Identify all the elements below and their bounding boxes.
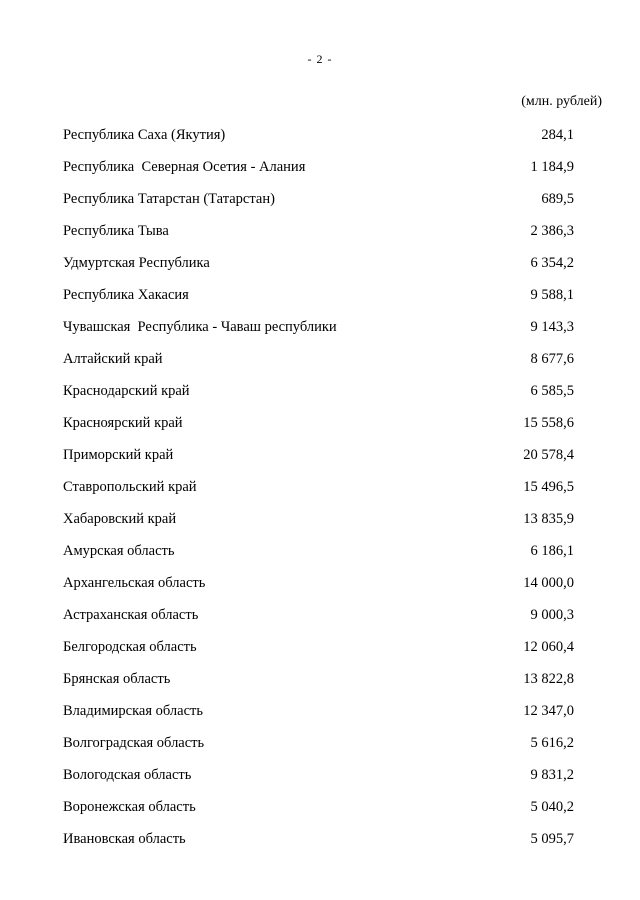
region-value: 20 578,4: [523, 447, 574, 463]
region-name: Белгородская область: [63, 639, 197, 655]
region-value: 5 616,2: [530, 735, 574, 751]
region-value: 9 143,3: [530, 319, 574, 335]
region-name: Амурская область: [63, 543, 175, 559]
table-row: [63, 727, 574, 759]
region-value: 8 677,6: [530, 351, 574, 367]
region-name: Владимирская область: [63, 703, 203, 719]
region-value: 5 095,7: [530, 831, 574, 847]
region-name: Ивановская область: [63, 831, 186, 847]
region-name: Республика Саха (Якутия): [63, 127, 226, 143]
table-row: [63, 791, 574, 823]
region-value: 14 000,0: [523, 575, 574, 591]
region-value: 6 585,5: [530, 383, 574, 399]
region-name: Воронежская область: [63, 799, 196, 815]
region-value: 9 000,3: [530, 607, 574, 623]
region-name: Республика Северная Осетия - Алания: [63, 159, 306, 175]
region-value: 1 184,9: [530, 159, 574, 175]
region-value: 15 496,5: [523, 479, 574, 495]
region-name: Алтайский край: [63, 351, 163, 367]
region-value: 6 186,1: [530, 543, 574, 559]
table-row: [63, 439, 574, 471]
table-row: [63, 567, 574, 599]
region-value: 13 822,8: [523, 671, 574, 687]
table-row: [63, 343, 574, 375]
region-name: Астраханская область: [63, 607, 199, 623]
region-value: 5 040,2: [530, 799, 574, 815]
region-name: Приморский край: [63, 447, 174, 463]
page-number: - 2 -: [307, 52, 333, 66]
table-row: [63, 471, 574, 503]
region-name: Вологодская область: [63, 767, 192, 783]
table-row: [63, 695, 574, 727]
region-table: [63, 119, 574, 855]
region-name: Республика Хакасия: [63, 287, 189, 303]
region-value: 2 386,3: [530, 223, 574, 239]
table-row: [63, 535, 574, 567]
table-row: [63, 119, 574, 151]
table-row: [63, 279, 574, 311]
region-value: 284,1: [541, 127, 574, 143]
table-row: [63, 215, 574, 247]
region-name: Волгоградская область: [63, 735, 205, 751]
region-name: Краснодарский край: [63, 383, 190, 399]
region-value: 689,5: [541, 191, 574, 207]
region-name: Республика Тыва: [63, 223, 169, 239]
region-value: 6 354,2: [530, 255, 574, 271]
region-name: Брянская область: [63, 671, 171, 687]
table-row: [63, 183, 574, 215]
region-value: 9 588,1: [530, 287, 574, 303]
region-value: 13 835,9: [523, 511, 574, 527]
region-value: 9 831,2: [530, 767, 574, 783]
region-name: Ставропольский край: [63, 479, 197, 495]
table-row: [63, 759, 574, 791]
table-row: [63, 375, 574, 407]
region-name: Архангельская область: [63, 575, 206, 591]
table-row: [63, 503, 574, 535]
table-row: [63, 151, 574, 183]
units-label: (млн. рублей): [521, 94, 602, 109]
region-value: 15 558,6: [523, 415, 574, 431]
region-name: Красноярский край: [63, 415, 183, 431]
region-value: 12 347,0: [523, 703, 574, 719]
region-value: 12 060,4: [523, 639, 574, 655]
region-name: Республика Татарстан (Татарстан): [63, 191, 275, 207]
table-row: [63, 663, 574, 695]
table-row: [63, 823, 574, 855]
table-row: [63, 631, 574, 663]
region-name: Удмуртская Республика: [63, 255, 210, 271]
table-row: [63, 311, 574, 343]
table-row: [63, 247, 574, 279]
table-row: [63, 407, 574, 439]
table-row: [63, 599, 574, 631]
region-name: Чувашская Республика - Чаваш республики: [63, 319, 337, 335]
region-name: Хабаровский край: [63, 511, 177, 527]
